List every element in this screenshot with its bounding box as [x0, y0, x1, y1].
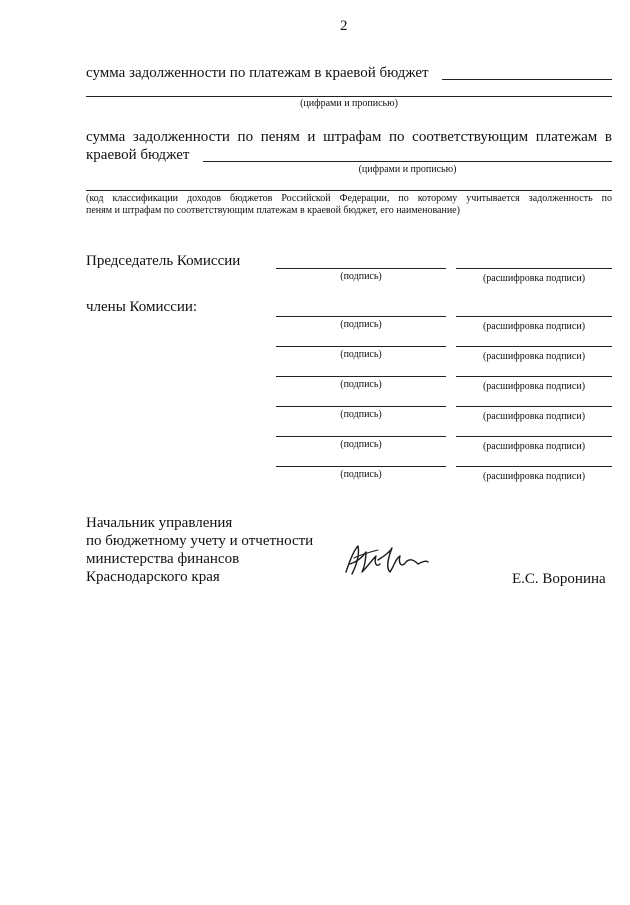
member-decoding-caption: (расшифровка подписи) — [482, 441, 586, 452]
member-signature-caption: (подпись) — [340, 469, 382, 480]
signatory-title-line2: по бюджетному учету и отчетности — [86, 533, 314, 549]
member-decoding-caption: (расшифровка подписи) — [482, 321, 586, 332]
classification-note-line2: пеням и штрафам по соответствующим платежам в краевой бюджет, его наименование) — [86, 205, 460, 216]
page-number: 2 — [340, 18, 348, 34]
member-decoding-line[interactable] — [456, 466, 612, 467]
members-label: члены Комиссии: — [86, 299, 198, 315]
member-signature-caption: (подпись) — [340, 349, 382, 360]
debt-payments-label: сумма задолженности по платежам в краевой бюджет — [86, 65, 429, 81]
member-signature-line[interactable] — [276, 316, 446, 317]
handwritten-signature — [340, 538, 430, 582]
member-signature-line[interactable] — [276, 466, 446, 467]
debt-penalties-label-line1: сумма задолженности по пеням и штрафам по соответствующим платежам в — [86, 129, 612, 145]
debt-payments-caption: (цифрами и прописью) — [300, 98, 398, 109]
chairman-signature-caption: (подпись) — [340, 271, 382, 282]
debt-payments-full-line[interactable] — [86, 96, 612, 97]
classification-code-line[interactable] — [86, 190, 612, 191]
debt-penalties-fill-line[interactable] — [203, 161, 612, 162]
classification-note-line1: (код классификации доходов бюджетов Российской Федерации, по которому учитывается задолженность по — [86, 193, 612, 204]
member-decoding-caption: (расшифровка подписи) — [482, 471, 586, 482]
signatory-name: Е.С. Воронина — [512, 571, 606, 587]
member-signature-line[interactable] — [276, 376, 446, 377]
member-signature-line[interactable] — [276, 436, 446, 437]
member-decoding-caption: (расшифровка подписи) — [482, 381, 586, 392]
chairman-label: Председатель Комиссии — [86, 253, 241, 269]
signatory-title-line1: Начальник управления — [86, 515, 233, 531]
member-decoding-line[interactable] — [456, 436, 612, 437]
chairman-decoding-line[interactable] — [456, 268, 612, 269]
member-signature-caption: (подпись) — [340, 439, 382, 450]
member-decoding-line[interactable] — [456, 346, 612, 347]
chairman-decoding-caption: (расшифровка подписи) — [482, 273, 586, 284]
member-signature-caption: (подпись) — [340, 319, 382, 330]
debt-payments-fill-line[interactable] — [442, 79, 612, 80]
chairman-signature-line[interactable] — [276, 268, 446, 269]
member-decoding-caption: (расшифровка подписи) — [482, 411, 586, 422]
member-decoding-line[interactable] — [456, 376, 612, 377]
signatory-title-line3: министерства финансов — [86, 551, 240, 567]
member-signature-caption: (подпись) — [340, 379, 382, 390]
member-signature-caption: (подпись) — [340, 409, 382, 420]
signatory-title-line4: Краснодарского края — [86, 569, 220, 585]
member-decoding-line[interactable] — [456, 316, 612, 317]
member-decoding-line[interactable] — [456, 406, 612, 407]
debt-penalties-label-line2: краевой бюджет — [86, 147, 190, 163]
member-decoding-caption: (расшифровка подписи) — [482, 351, 586, 362]
debt-penalties-caption: (цифрами и прописью) — [358, 164, 457, 175]
member-signature-line[interactable] — [276, 346, 446, 347]
member-signature-line[interactable] — [276, 406, 446, 407]
